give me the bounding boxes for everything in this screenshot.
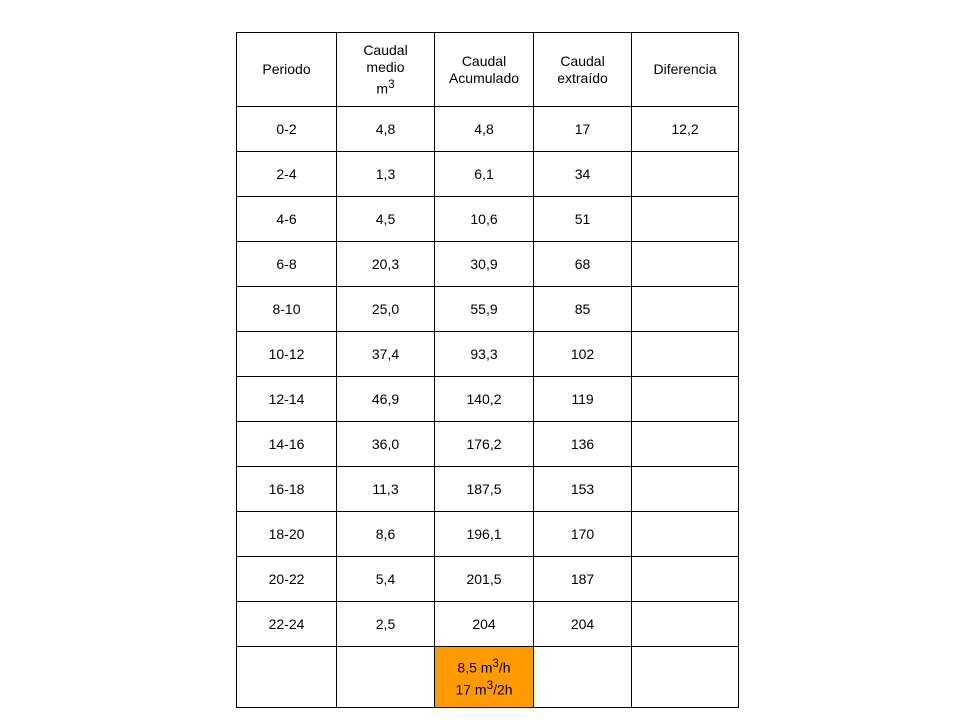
- cell-caudal-medio: 25,0: [337, 287, 435, 332]
- summary-row: [237, 647, 739, 708]
- table-row: [237, 422, 739, 467]
- header-caudal-medio-line1: Caudal: [363, 41, 408, 58]
- summary-hourly-value: 8,5 m: [457, 660, 493, 676]
- cell-caudal-medio: 37,4: [337, 332, 435, 377]
- cell-diferencia: [632, 332, 739, 377]
- cell-diferencia: [632, 512, 739, 557]
- cell-caudal-medio: 4,5: [337, 197, 435, 242]
- cell-caudal-medio: 8,6: [337, 512, 435, 557]
- cell-periodo: 6-8: [237, 242, 337, 287]
- header-caudal-medio-unit: [337, 76, 434, 98]
- summary-hourly-exponent: 3: [492, 657, 499, 671]
- unit-base: m: [376, 80, 389, 97]
- cell-diferencia: 12,2: [632, 107, 739, 152]
- table-row: [237, 287, 739, 332]
- cell-diferencia: [632, 152, 739, 197]
- summary-line-2h: [435, 677, 533, 699]
- summary-cell-empty: [237, 647, 337, 708]
- table-row: [237, 602, 739, 647]
- flow-table: [236, 32, 739, 708]
- cell-periodo: 8-10: [237, 287, 337, 332]
- cell-caudal-medio: 1,3: [337, 152, 435, 197]
- cell-caudal-acumulado: 6,1: [435, 152, 534, 197]
- cell-periodo: 10-12: [237, 332, 337, 377]
- cell-caudal-medio: 36,0: [337, 422, 435, 467]
- summary-cell-empty: [534, 647, 632, 708]
- summary-highlight-cell: [435, 647, 534, 708]
- header-caudal-medio-line2: medio: [366, 58, 405, 75]
- cell-caudal-medio: 2,5: [337, 602, 435, 647]
- table-row: [237, 152, 739, 197]
- summary-2h-exponent: 3: [486, 679, 494, 692]
- cell-diferencia: [632, 287, 739, 332]
- cell-periodo: 2-4: [237, 152, 337, 197]
- header-caudal-acumulado-line1: Caudal: [461, 52, 507, 69]
- cell-caudal-acumulado: 30,9: [435, 242, 534, 287]
- table-row: [237, 377, 739, 422]
- header-caudal-extraido: [534, 33, 632, 107]
- cell-periodo: 20-22: [237, 557, 337, 602]
- cell-periodo: 0-2: [237, 107, 337, 152]
- cell-diferencia: [632, 422, 739, 467]
- cell-caudal-extraido: 119: [534, 377, 632, 422]
- cell-caudal-extraido: 136: [534, 422, 632, 467]
- cell-caudal-extraido: 17: [534, 107, 632, 152]
- cell-diferencia: [632, 377, 739, 422]
- cell-caudal-extraido: 51: [534, 197, 632, 242]
- summary-hourly-unit: /h: [498, 660, 511, 676]
- header-periodo: [237, 33, 337, 107]
- header-diferencia: [632, 33, 739, 107]
- cell-diferencia: [632, 557, 739, 602]
- table-row: [237, 557, 739, 602]
- cell-caudal-extraido: 187: [534, 557, 632, 602]
- header-diferencia-label: Diferencia: [653, 61, 717, 77]
- cell-caudal-acumulado: 93,3: [435, 332, 534, 377]
- cell-caudal-extraido: 204: [534, 602, 632, 647]
- cell-caudal-extraido: 85: [534, 287, 632, 332]
- cell-caudal-extraido: 34: [534, 152, 632, 197]
- cell-caudal-medio: 20,3: [337, 242, 435, 287]
- cell-caudal-acumulado: 4,8: [435, 107, 534, 152]
- summary-cell-empty: [337, 647, 435, 708]
- cell-caudal-acumulado: 140,2: [435, 377, 534, 422]
- summary-cell-empty: [632, 647, 739, 708]
- header-caudal-medio: [337, 33, 435, 107]
- cell-caudal-medio: 4,8: [337, 107, 435, 152]
- cell-caudal-acumulado: 55,9: [435, 287, 534, 332]
- header-caudal-extraido-line2: extraído: [557, 69, 608, 86]
- cell-caudal-acumulado: 10,6: [435, 197, 534, 242]
- cell-diferencia: [632, 242, 739, 287]
- summary-line-hourly: [435, 655, 533, 677]
- cell-caudal-acumulado: 204: [435, 602, 534, 647]
- header-row: [237, 33, 739, 107]
- table-row: [237, 467, 739, 512]
- header-caudal-acumulado: [435, 33, 534, 107]
- cell-caudal-extraido: 153: [534, 467, 632, 512]
- cell-periodo: 12-14: [237, 377, 337, 422]
- table-row: [237, 512, 739, 557]
- cell-periodo: 4-6: [237, 197, 337, 242]
- table-body: [237, 33, 739, 708]
- cell-caudal-extraido: 68: [534, 242, 632, 287]
- cell-periodo: 22-24: [237, 602, 337, 647]
- table-row: [237, 197, 739, 242]
- header-periodo-label: Periodo: [262, 61, 311, 77]
- unit-exponent: 3: [388, 77, 395, 91]
- cell-periodo: 14-16: [237, 422, 337, 467]
- cell-caudal-acumulado: 176,2: [435, 422, 534, 467]
- cell-caudal-acumulado: 201,5: [435, 557, 534, 602]
- cell-diferencia: [632, 197, 739, 242]
- cell-caudal-acumulado: 187,5: [435, 467, 534, 512]
- cell-periodo: 18-20: [237, 512, 337, 557]
- cell-caudal-acumulado: 196,1: [435, 512, 534, 557]
- table-row: [237, 332, 739, 377]
- cell-diferencia: [632, 602, 739, 647]
- cell-caudal-extraido: 170: [534, 512, 632, 557]
- cell-periodo: 16-18: [237, 467, 337, 512]
- cell-caudal-medio: 5,4: [337, 557, 435, 602]
- cell-caudal-medio: 11,3: [337, 467, 435, 512]
- table-row: [237, 107, 739, 152]
- summary-2h-value: 17 m: [455, 681, 487, 698]
- header-caudal-extraido-line1: Caudal: [560, 52, 605, 69]
- header-caudal-acumulado-line2: Acumulado: [448, 69, 520, 86]
- summary-2h-unit: /2h: [493, 681, 513, 698]
- cell-caudal-extraido: 102: [534, 332, 632, 377]
- cell-caudal-medio: 46,9: [337, 377, 435, 422]
- table-row: [237, 242, 739, 287]
- cell-diferencia: [632, 467, 739, 512]
